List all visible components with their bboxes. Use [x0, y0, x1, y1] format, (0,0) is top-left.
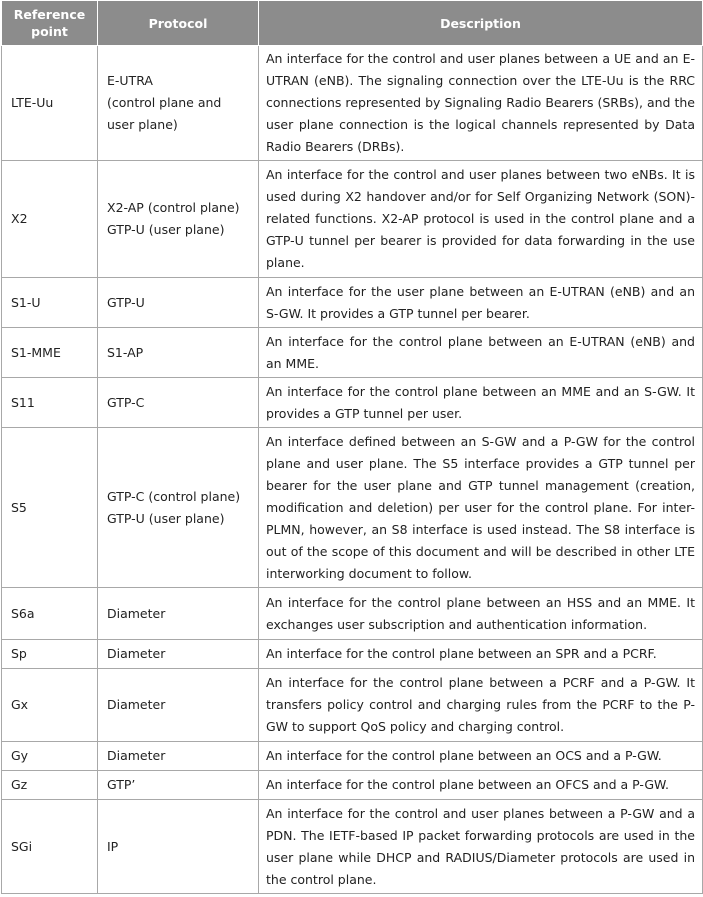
description-cell: An interface for the control and user planes between a UE and an E-UTRAN (eNB). The signaling connection over the LTE-Uu is the RRC connections represented by Signaling Radio Bearers (SRBs), and the user plane connection is the logical channels represented by Data Radio Bearers (DRBs).: [259, 46, 703, 161]
description-cell: An interface for the control plane between an OCS and a P-GW.: [259, 742, 703, 771]
protocol-line: GTP-C (control plane): [107, 488, 241, 504]
table-row: [2, 669, 703, 742]
reference-point-cell: Sp: [2, 640, 98, 669]
protocol-line: E-UTRA: [107, 73, 153, 88]
reference-point-cell: S6a: [2, 588, 98, 640]
header-row: [2, 1, 703, 46]
table-row: [2, 161, 703, 278]
protocol-line: S1-AP: [107, 344, 144, 360]
protocol-cell: [98, 46, 259, 161]
protocol-line: Diameter: [107, 605, 166, 621]
table-row: [2, 742, 703, 771]
table-row: [2, 378, 703, 428]
protocol-cell: [98, 328, 259, 378]
reference-point-cell: S1-MME: [2, 328, 98, 378]
protocol-cell: [98, 640, 259, 669]
reference-point-cell: S5: [2, 428, 98, 588]
protocol-cell: [98, 669, 259, 742]
protocol-line: GTP-U (user plane): [107, 510, 225, 526]
protocol-line: GTP-C: [107, 394, 145, 410]
protocol-cell: [98, 278, 259, 328]
reference-point-table: [1, 0, 703, 894]
description-cell: An interface for the user plane between an E-UTRAN (eNB) and an S-GW. It provides a GTP tunnel per bearer.: [259, 278, 703, 328]
protocol-cell: [98, 771, 259, 800]
reference-point-cell: LTE-Uu: [2, 46, 98, 161]
table-row: [2, 428, 703, 588]
table-row: [2, 800, 703, 894]
table-row: [2, 640, 703, 669]
protocol-cell: [98, 588, 259, 640]
description-cell: An interface for the control plane between an MME and an S-GW. It provides a GTP tunnel per user.: [259, 378, 703, 428]
description-cell: An interface for the control plane between an E-UTRAN (eNB) and an MME.: [259, 328, 703, 378]
protocol-line: Diameter: [107, 748, 166, 763]
protocol-cell: [98, 378, 259, 428]
description-cell: An interface for the control plane between an OFCS and a P-GW.: [259, 771, 703, 800]
table-row: [2, 588, 703, 640]
protocol-line: IP: [107, 838, 119, 854]
protocol-line: Diameter: [107, 646, 166, 661]
description-cell: An interface for the control plane between a PCRF and a P-GW. It transfers policy control and charging rules from the PCRF to the P-GW to support QoS policy and charging control.: [259, 669, 703, 742]
description-cell: An interface defined between an S-GW and a P-GW for the control plane and user plane. The S5 interface provides a GTP tunnel per bearer for the user plane and GTP tunnel management (creation, modification and deletion) per user for the control plane. For inter-PLMN, however, an S8 interface is used instead. The S8 interface is out of the scope of this document and will be described in other LTE interworking document to follow.: [259, 428, 703, 588]
header-protocol: Protocol: [98, 1, 259, 46]
protocol-line: Diameter: [107, 697, 166, 712]
protocol-cell: [98, 428, 259, 588]
description-cell: An interface for the control and user planes between two eNBs. It is used during X2 handover and/or for Self Organizing Network (SON)-related functions. X2-AP protocol is used in the control plane and a GTP-U tunnel per bearer is provided for data forwarding in the use plane.: [259, 161, 703, 278]
table-row: [2, 771, 703, 800]
header-reference-point: Reference point: [2, 1, 98, 46]
description-cell: An interface for the control plane between an HSS and an MME. It exchanges user subscription and authentication information.: [259, 588, 703, 640]
table-body: [2, 46, 703, 894]
protocol-line: GTP-U (user plane): [107, 222, 225, 237]
reference-point-cell: S11: [2, 378, 98, 428]
protocol-line: (control plane and: [107, 95, 222, 110]
protocol-cell: [98, 800, 259, 894]
description-cell: An interface for the control plane between an SPR and a PCRF.: [259, 640, 703, 669]
reference-point-cell: SGi: [2, 800, 98, 894]
protocol-line: GTP’: [107, 777, 136, 792]
table-row: [2, 328, 703, 378]
protocol-cell: [98, 742, 259, 771]
reference-point-cell: Gy: [2, 742, 98, 771]
table-row: [2, 46, 703, 161]
reference-point-cell: S1-U: [2, 278, 98, 328]
description-cell: An interface for the control and user planes between a P-GW and a PDN. The IETF-based IP packet forwarding protocols are used in the user plane while DHCP and RADIUS/Diameter protocols are used in the control plane.: [259, 800, 703, 894]
reference-point-cell: Gx: [2, 669, 98, 742]
protocol-line: user plane): [107, 117, 178, 132]
protocol-line: X2-AP (control plane): [107, 200, 240, 215]
header-description: Description: [259, 1, 703, 46]
table-row: [2, 278, 703, 328]
reference-point-cell: Gz: [2, 771, 98, 800]
table-header: [2, 1, 703, 46]
reference-point-cell: X2: [2, 161, 98, 278]
protocol-line: GTP-U: [107, 294, 145, 310]
protocol-cell: [98, 161, 259, 278]
